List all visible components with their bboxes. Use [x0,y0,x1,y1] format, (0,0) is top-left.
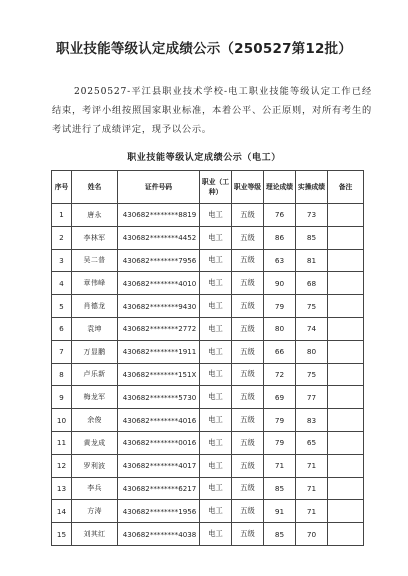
cell-theory: 79 [264,409,296,432]
cell-level: 五级 [232,272,264,295]
cell-practice: 85 [296,226,328,249]
cell-note [328,386,364,409]
column-header-theory: 理论成绩 [264,171,296,204]
cell-no: 14 [52,500,72,523]
cell-no: 2 [52,226,72,249]
cell-job: 电工 [200,409,232,432]
cell-note [328,500,364,523]
cell-note [328,431,364,454]
cell-theory: 85 [264,523,296,546]
cell-name: 黄龙成 [72,431,118,454]
cell-theory: 76 [264,204,296,227]
cell-job: 电工 [200,500,232,523]
cell-name: 袁坤 [72,317,118,340]
cell-practice: 71 [296,454,328,477]
cell-id: 430682********1911 [118,340,200,363]
cell-no: 7 [52,340,72,363]
table-body [52,204,364,546]
cell-name: 吴二普 [72,249,118,272]
cell-id: 430682********2772 [118,317,200,340]
cell-job: 电工 [200,272,232,295]
cell-level: 五级 [232,477,264,500]
table-row [52,226,364,249]
table-row [52,363,364,386]
cell-note [328,295,364,318]
cell-name: 余俊 [72,409,118,432]
column-header-level: 职业等级 [232,171,264,204]
table-row [52,272,364,295]
cell-level: 五级 [232,386,264,409]
cell-practice: 68 [296,272,328,295]
cell-job: 电工 [200,340,232,363]
cell-job: 电工 [200,226,232,249]
table-row [52,295,364,318]
page-title: 职业技能等级认定成绩公示（250527第12批） [56,41,352,57]
cell-level: 五级 [232,226,264,249]
cell-id: 430682********8819 [118,204,200,227]
table-row [52,340,364,363]
cell-no: 9 [52,386,72,409]
table-row [52,249,364,272]
cell-name: 李兵 [72,477,118,500]
cell-practice: 74 [296,317,328,340]
cell-level: 五级 [232,317,264,340]
cell-id: 430682********5730 [118,386,200,409]
cell-name: 方涛 [72,500,118,523]
intro-paragraph: 20250527-平江县职业技术学校-电工职业技能等级认定工作已经结束，考评小组按照国家职业标准，本着公平、公正原则，对所有考生的考试进行了成绩评定，现予以公示。 [52,86,372,135]
cell-practice: 70 [296,523,328,546]
table-row [52,317,364,340]
column-header-id: 证件号码 [118,171,200,204]
cell-theory: 86 [264,226,296,249]
table-row [52,477,364,500]
cell-name: 卢乐新 [72,363,118,386]
cell-no: 5 [52,295,72,318]
cell-note [328,204,364,227]
cell-practice: 71 [296,500,328,523]
cell-practice: 75 [296,295,328,318]
cell-theory: 69 [264,386,296,409]
cell-no: 12 [52,454,72,477]
cell-theory: 91 [264,500,296,523]
cell-id: 430682********6217 [118,477,200,500]
cell-job: 电工 [200,523,232,546]
cell-practice: 65 [296,431,328,454]
cell-practice: 81 [296,249,328,272]
cell-theory: 79 [264,431,296,454]
table-row [52,454,364,477]
cell-level: 五级 [232,523,264,546]
cell-practice: 73 [296,204,328,227]
cell-theory: 63 [264,249,296,272]
cell-no: 15 [52,523,72,546]
cell-level: 五级 [232,500,264,523]
cell-level: 五级 [232,363,264,386]
cell-note [328,317,364,340]
cell-note [328,249,364,272]
table-row [52,500,364,523]
cell-id: 430682********4010 [118,272,200,295]
table-row [52,204,364,227]
cell-level: 五级 [232,454,264,477]
table-row [52,386,364,409]
cell-job: 电工 [200,454,232,477]
table-row [52,431,364,454]
cell-job: 电工 [200,386,232,409]
cell-id: 430682********4038 [118,523,200,546]
cell-id: 430682********4452 [118,226,200,249]
column-header-note: 备注 [328,171,364,204]
table-header-row [52,171,364,204]
cell-theory: 79 [264,295,296,318]
cell-id: 430682********4017 [118,454,200,477]
cell-job: 电工 [200,204,232,227]
scores-table [51,170,364,546]
cell-name: 罗利波 [72,454,118,477]
cell-practice: 71 [296,477,328,500]
cell-id: 430682********7956 [118,249,200,272]
cell-no: 10 [52,409,72,432]
cell-theory: 90 [264,272,296,295]
cell-name: 李林军 [72,226,118,249]
cell-note [328,454,364,477]
cell-id: 430682********151X [118,363,200,386]
cell-note [328,272,364,295]
cell-name: 章伟峰 [72,272,118,295]
cell-job: 电工 [200,477,232,500]
cell-id: 430682********1956 [118,500,200,523]
cell-note [328,340,364,363]
cell-practice: 83 [296,409,328,432]
table-row [52,409,364,432]
cell-note [328,523,364,546]
cell-level: 五级 [232,249,264,272]
cell-no: 13 [52,477,72,500]
cell-note [328,409,364,432]
cell-level: 五级 [232,431,264,454]
cell-practice: 75 [296,363,328,386]
cell-level: 五级 [232,340,264,363]
table-title: 职业技能等级认定成绩公示（电工） [127,153,281,163]
cell-name: 万显鹏 [72,340,118,363]
column-header-job: 职业（工种） [200,171,232,204]
cell-id: 430682********0016 [118,431,200,454]
cell-note [328,363,364,386]
column-header-practice: 实操成绩 [296,171,328,204]
cell-note [328,226,364,249]
cell-no: 11 [52,431,72,454]
cell-practice: 77 [296,386,328,409]
cell-level: 五级 [232,295,264,318]
cell-id: 430682********9430 [118,295,200,318]
table-row [52,523,364,546]
cell-note [328,477,364,500]
cell-level: 五级 [232,204,264,227]
cell-theory: 85 [264,477,296,500]
cell-id: 430682********4016 [118,409,200,432]
cell-no: 8 [52,363,72,386]
cell-theory: 66 [264,340,296,363]
cell-no: 1 [52,204,72,227]
column-header-no: 序号 [52,171,72,204]
cell-name: 唐永 [72,204,118,227]
cell-name: 肖德龙 [72,295,118,318]
column-header-name: 姓名 [72,171,118,204]
cell-job: 电工 [200,431,232,454]
cell-practice: 80 [296,340,328,363]
cell-name: 刘其红 [72,523,118,546]
cell-job: 电工 [200,363,232,386]
cell-no: 3 [52,249,72,272]
cell-no: 4 [52,272,72,295]
cell-no: 6 [52,317,72,340]
cell-theory: 72 [264,363,296,386]
cell-theory: 71 [264,454,296,477]
cell-job: 电工 [200,249,232,272]
cell-level: 五级 [232,409,264,432]
cell-job: 电工 [200,317,232,340]
cell-theory: 80 [264,317,296,340]
cell-job: 电工 [200,295,232,318]
cell-name: 梅龙军 [72,386,118,409]
